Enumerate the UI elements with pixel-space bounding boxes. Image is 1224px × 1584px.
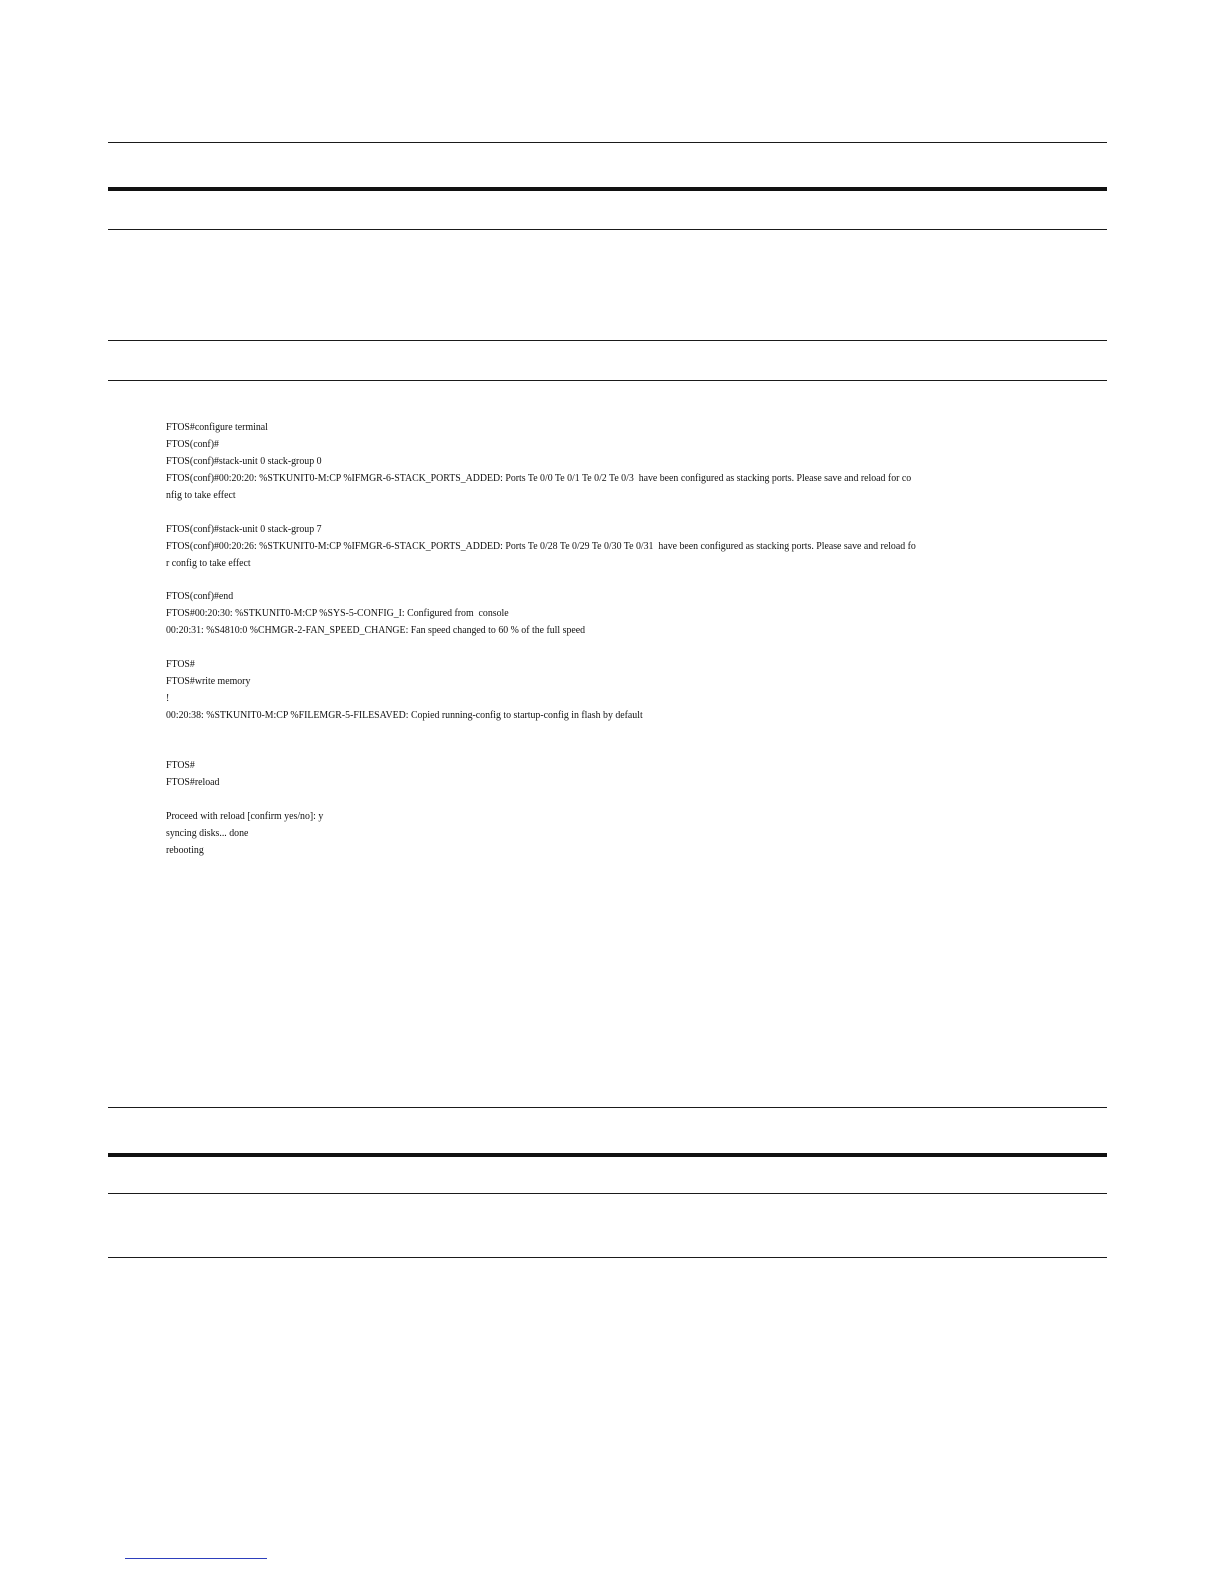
terminal-line: FTOS(conf)#end — [166, 591, 234, 602]
terminal-line: ! — [166, 693, 170, 704]
terminal-line: FTOS#configure terminal — [166, 422, 268, 433]
terminal-line: syncing disks... done — [166, 828, 249, 839]
top-rule-4 — [108, 380, 1107, 381]
top-rule-2 — [108, 229, 1107, 230]
terminal-line: rebooting — [166, 845, 204, 856]
terminal-line: 00:20:31: %S4810:0 %CHMGR-2-FAN_SPEED_CHANGE: Fan speed changed to 60 % of the full speed — [166, 625, 586, 636]
terminal-line: 00:20:38: %STKUNIT0-M:CP %FILEMGR-5-FILESAVED: Copied running-config to startup-config in flash by default — [166, 710, 643, 721]
terminal-line: FTOS(conf)#stack-unit 0 stack-group 0 — [166, 456, 322, 467]
bottom-rule-1 — [108, 1107, 1107, 1108]
terminal-line: FTOS(conf)#stack-unit 0 stack-group 7 — [166, 524, 322, 535]
terminal-line: FTOS#reload — [166, 777, 220, 788]
top-rule-3 — [108, 340, 1107, 341]
top-rule-thick — [108, 187, 1107, 191]
bottom-rule-thick — [108, 1153, 1107, 1157]
bottom-rule-2 — [108, 1193, 1107, 1194]
terminal-line: nfig to take effect — [166, 490, 236, 501]
footer-link-underline[interactable] — [125, 1558, 267, 1559]
top-rule-1 — [108, 142, 1107, 143]
terminal-line: FTOS#00:20:30: %STKUNIT0-M:CP %SYS-5-CONFIG_I: Configured from console — [166, 608, 509, 619]
terminal-line: FTOS(conf)#00:20:20: %STKUNIT0-M:CP %IFMGR-6-STACK_PORTS_ADDED: Ports Te 0/0 Te 0/1 Te 0/2 Te 0/3 have been configured as stacking ports. Please save and reload for co — [166, 473, 912, 484]
terminal-line: FTOS(conf)#00:20:26: %STKUNIT0-M:CP %IFMGR-6-STACK_PORTS_ADDED: Ports Te 0/28 Te 0/29 Te 0/30 Te 0/31 have been configured as stacking ports. Please save and reload fo — [166, 541, 916, 552]
terminal-line: FTOS#write memory — [166, 676, 251, 687]
terminal-line: FTOS(conf)# — [166, 439, 219, 450]
terminal-line: FTOS# — [166, 760, 195, 771]
terminal-line: FTOS# — [166, 659, 195, 670]
terminal-line: Proceed with reload [confirm yes/no]: y — [166, 811, 324, 822]
terminal-line: r config to take effect — [166, 558, 251, 569]
bottom-rule-3 — [108, 1257, 1107, 1258]
terminal-output — [166, 418, 1066, 868]
